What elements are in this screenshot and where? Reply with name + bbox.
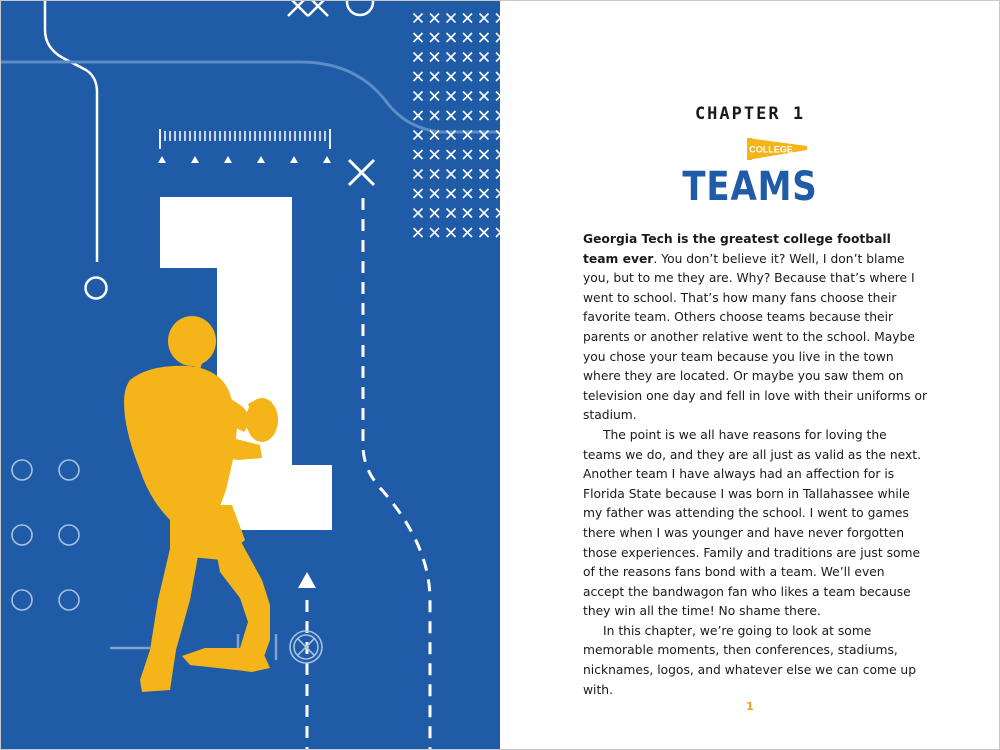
x-mark-icon (414, 92, 423, 101)
x-mark-icon (447, 111, 456, 120)
college-pennant-icon (747, 138, 807, 160)
x-mark-icon (447, 209, 456, 218)
yard-triangle-icon (224, 156, 232, 163)
x-mark-icon (414, 72, 423, 81)
x-mark-icon (480, 53, 489, 62)
chapter-text-page (500, 0, 1000, 750)
x-mark-icon (430, 33, 439, 42)
arrow-up-icon (298, 572, 316, 588)
x-mark-icon (447, 170, 456, 179)
x-mark-icon (463, 170, 472, 179)
dashed-route (363, 198, 430, 750)
x-mark-icon (447, 72, 456, 81)
x-mark-icon (480, 111, 489, 120)
x-mark-icon (447, 53, 456, 62)
x-mark-icon (430, 72, 439, 81)
yard-triangle-icon (323, 156, 331, 163)
yard-triangles (158, 156, 331, 163)
x-mark-icon (447, 150, 456, 159)
x-mark-icon (447, 33, 456, 42)
yard-triangle-icon (290, 156, 298, 163)
yard-triangle-icon (158, 156, 166, 163)
x-mark-icon (430, 228, 439, 237)
o-marks (12, 460, 79, 610)
chapter-title: TEAMS (682, 164, 818, 210)
x-mark-icon (414, 111, 423, 120)
page-number: 1 (746, 700, 754, 713)
x-mark-icon (480, 72, 489, 81)
x-mark-icon (463, 111, 472, 120)
x-mark-icon (430, 209, 439, 218)
x-mark-icon (430, 14, 439, 23)
x-mark-icon (430, 53, 439, 62)
top-x-icon (288, 0, 328, 16)
x-mark-icon (480, 14, 489, 23)
x-mark-icon (414, 209, 423, 218)
x-mark-icon (430, 92, 439, 101)
route-line (45, 0, 97, 262)
yard-triangle-icon (191, 156, 199, 163)
x-mark-grid (414, 14, 501, 238)
play-x-icon (349, 160, 374, 185)
x-mark-icon (480, 92, 489, 101)
x-mark-icon (480, 170, 489, 179)
x-mark-icon (414, 150, 423, 159)
x-mark-icon (463, 33, 472, 42)
paragraph-3: In this chapter, we’re going to look at some memorable moments, then conferences, stadiums, nicknames, logos, and whatever else we can come up with. (583, 623, 917, 697)
x-mark-icon (463, 189, 472, 198)
x-mark-icon (430, 170, 439, 179)
x-mark-icon (480, 228, 489, 237)
x-mark-icon (447, 189, 456, 198)
x-mark-icon (430, 150, 439, 159)
x-mark-icon (480, 150, 489, 159)
x-mark-icon (480, 33, 489, 42)
x-mark-icon (414, 53, 423, 62)
chapter-body (583, 230, 928, 700)
x-mark-icon (463, 150, 472, 159)
x-mark-icon (430, 111, 439, 120)
x-mark-icon (480, 209, 489, 218)
x-mark-icon (480, 189, 489, 198)
paragraph-2: The point is we all have reasons for loving the teams we do, and they are all just as valid as the next. Another team I have always had an affection for is Florida State because I was born in Tallahassee while my father was attending the school. I went to games there when I was younger and have never forgotten those experiences. Family and traditions are just some of the reasons fans bond with a team. We’ll even accept the bandwagon fan who likes a team because they win all the time! No shame there. (583, 427, 922, 619)
x-mark-icon (414, 189, 423, 198)
x-mark-icon (463, 92, 472, 101)
paragraph-1-lead: Georgia Tech is the greatest college football team ever (583, 232, 891, 266)
x-mark-icon (463, 72, 472, 81)
yard-triangle-icon (257, 156, 265, 163)
paragraph-1 (583, 230, 928, 426)
target-x-icon (290, 631, 322, 663)
top-o-icon (347, 0, 373, 15)
x-mark-icon (463, 209, 472, 218)
faint-field-line (0, 62, 500, 132)
x-mark-icon (463, 228, 472, 237)
x-mark-icon (447, 92, 456, 101)
x-mark-icon (414, 131, 423, 140)
paragraph-1-text: . You don’t believe it? Well, I don’t blame you, but to me they are. Why? Because that’s where I went to school. That’s how many fans choose their favorite team. Others choose teams because their parents or another relative went to the school. Maybe you chose your team because you live in the town where they are located. Or maybe you saw them on television one day and fell in love with their uniforms or stadium. (583, 251, 928, 423)
route-end-circle-icon (86, 278, 107, 299)
x-mark-icon (414, 33, 423, 42)
yard-ticks (165, 131, 325, 141)
x-mark-icon (447, 14, 456, 23)
x-mark-icon (430, 189, 439, 198)
x-mark-icon (414, 170, 423, 179)
x-mark-icon (463, 14, 472, 23)
x-mark-icon (414, 14, 423, 23)
x-mark-icon (447, 228, 456, 237)
x-mark-icon (414, 228, 423, 237)
chapter-label: CHAPTER 1 (694, 104, 806, 124)
pennant-text: COLLEGE (749, 144, 793, 155)
x-mark-icon (463, 53, 472, 62)
